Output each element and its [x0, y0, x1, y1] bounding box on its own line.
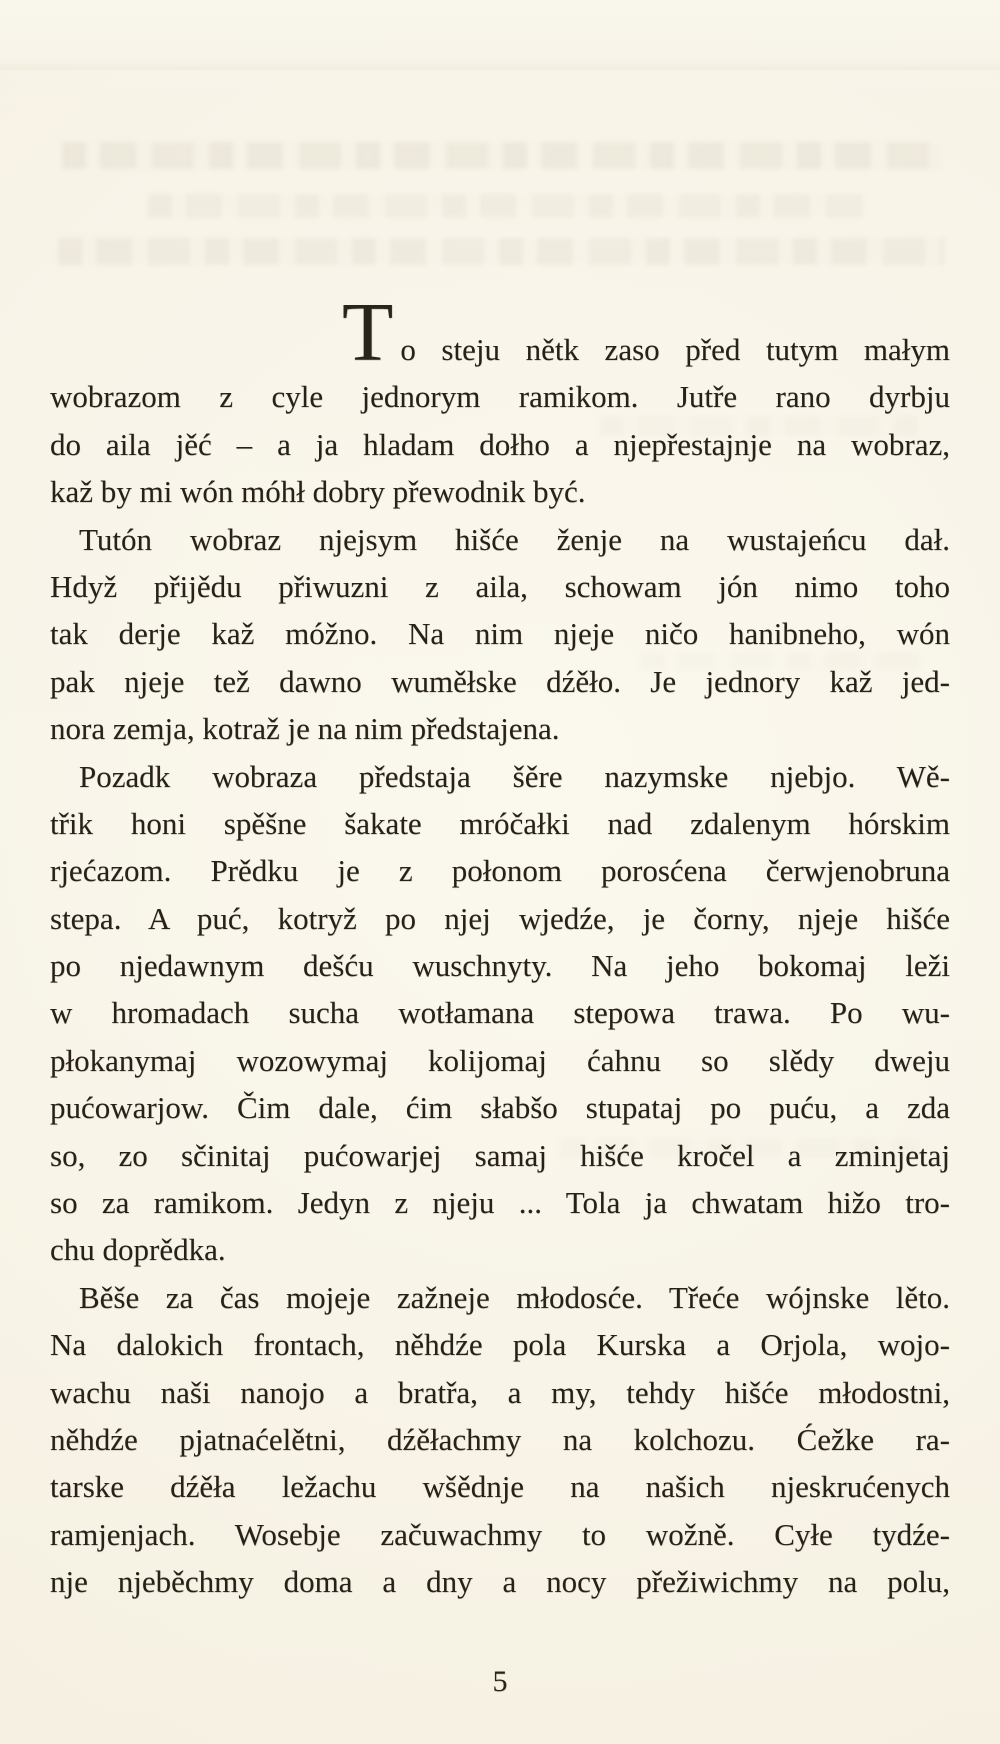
paragraph — [50, 516, 950, 753]
text-line: něhdźe pjatnaćelětni, dźěłachmy na kolchozu. Ćežke ra- — [50, 1421, 950, 1457]
text-line: pak njeje tež dawno wuměłske dźěło. Je jednory kaž jed- — [50, 663, 950, 699]
text-line: so za ramikom. Jedyn z njeju ... Tola ja chwatam hižo tro- — [50, 1185, 950, 1221]
text-line: Tutón wobraz njejsym hišće ženje na wustajeńcu dał. — [79, 521, 950, 557]
text-line: wobrazom z cyle jednorym ramikom. Jutře rano dyrbju — [50, 379, 950, 415]
paragraph — [50, 1274, 950, 1606]
text-line: tak derje kaž móžno. Na nim njeje ničo hanibneho, wón — [50, 616, 950, 652]
text-line: To steju nětk zaso před tutym małym — [342, 286, 950, 379]
bleed-through-line — [148, 194, 863, 218]
raised-cap-letter: T — [342, 286, 394, 379]
body-text — [50, 286, 950, 1606]
text-line: třik honi spěšne šakate mróčałki nad zdalenym hórskim — [50, 805, 950, 841]
text-line: Běše za čas mojeje zažneje młodosće. Třeće wójnske lěto. — [79, 1279, 950, 1315]
text-line: ramjenjach. Wosebje začuwachmy to wožně. Cyłe tydźe- — [50, 1516, 950, 1552]
text-line: rjećazom. Prědku je z połonom porosćena čerwjenobruna — [50, 853, 950, 889]
text-line: Hdyž přijědu přiwuzni z aila, schowam jón nimo toho — [50, 568, 950, 604]
text-line: tarske dźěła ležachu wšědnje na našich njeskrućenych — [50, 1469, 950, 1505]
paper-top-band — [0, 0, 1000, 70]
paragraph — [50, 753, 950, 1274]
text-line: nje njeběchmy doma a dny a nocy přežiwichmy na polu, — [50, 1564, 950, 1600]
bleed-through-line — [58, 238, 944, 265]
text-line: Pozadk wobraza předstaja šěre nazymske njebjo. Wě- — [79, 758, 950, 794]
text-line: w hromadach sucha wotłamana stepowa trawa. Po wu- — [50, 995, 950, 1031]
text-line: kaž by mi wón móhł dobry přewodnik być. — [50, 474, 586, 510]
text-line: do aila jěć – a ja hladam dołho a njepřestajnje na wobraz, — [50, 426, 950, 462]
text-line: so, zo sčinitaj pućowarjej samaj hišće kročel a zminjetaj — [50, 1137, 950, 1173]
text-line: wachu naši nanojo a bratřa, a my, tehdy hišće młodostni, — [50, 1374, 950, 1410]
text-line: pućowarjow. Čim dale, ćim słabšo stupataj po puću, a zda — [50, 1090, 950, 1126]
bleed-through-line — [62, 142, 942, 169]
text-line: nora zemja, kotraž je na nim předstajena. — [50, 711, 560, 747]
text-line: po njedawnym dešću wuschnyty. Na jeho bokomaj leži — [50, 948, 950, 984]
page-number: 5 — [492, 1665, 508, 1698]
paragraph — [50, 286, 950, 516]
text-line: Na dalokich frontach, něhdźe pola Kurska a Orjola, wojo- — [50, 1327, 950, 1363]
text-line: stepa. A puć, kotryž po njej wjedźe, je čorny, njeje hišće — [50, 900, 950, 936]
text-line: płokanymaj wozowymaj kolijomaj ćahnu so slědy dweju — [50, 1042, 950, 1078]
text-line: chu doprědka. — [50, 1232, 226, 1268]
